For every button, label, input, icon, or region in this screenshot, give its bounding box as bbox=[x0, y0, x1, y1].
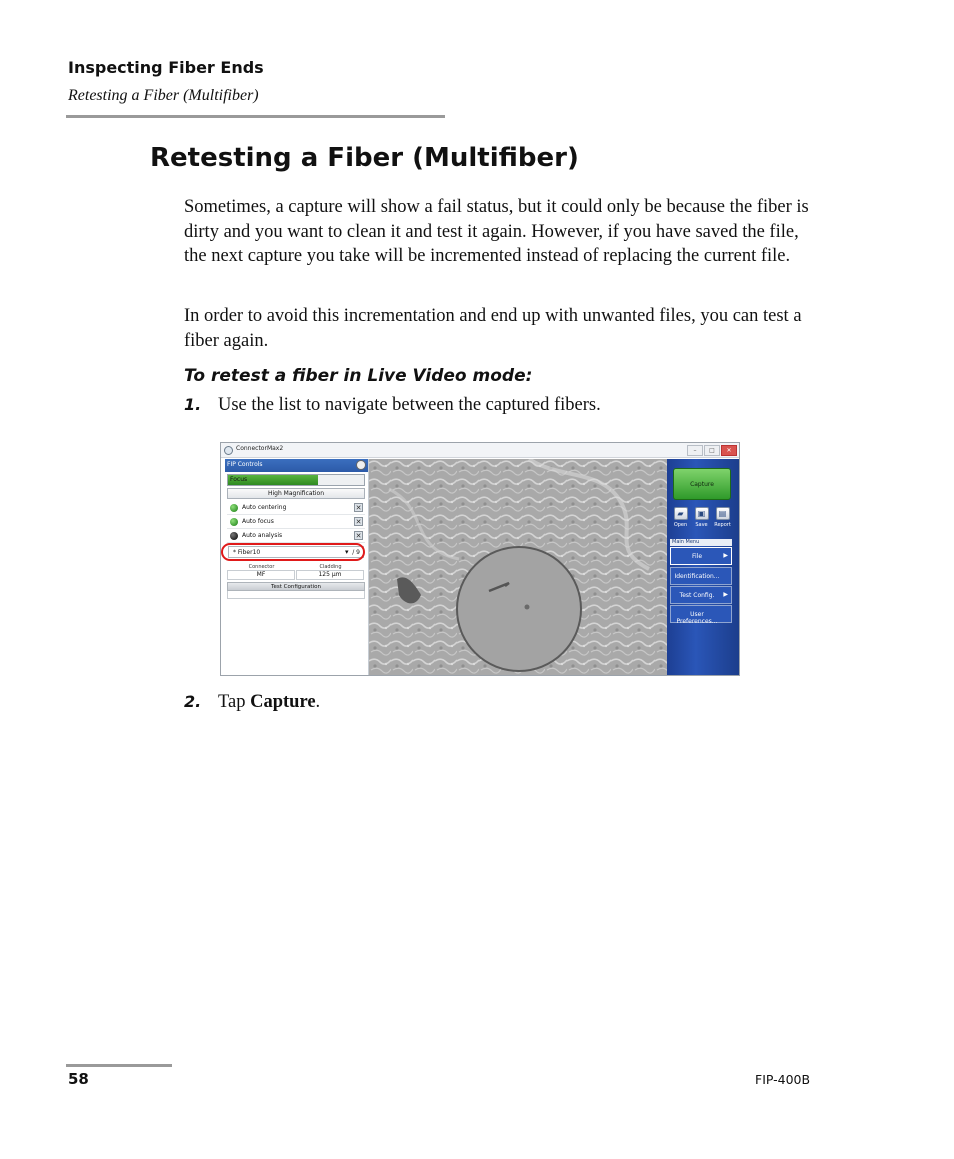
option-label: Auto focus bbox=[242, 518, 274, 525]
step-1-number: 1. bbox=[184, 395, 202, 414]
fiber-select-value: * Fiber10 bbox=[233, 549, 261, 556]
menu-item-user-preferences[interactable] bbox=[670, 605, 732, 623]
step-2-number: 2. bbox=[184, 692, 202, 711]
connectormax-screenshot bbox=[220, 442, 740, 676]
highlight-oval bbox=[221, 543, 365, 561]
report-label: Report bbox=[714, 522, 731, 528]
footer-rule bbox=[66, 1064, 172, 1067]
high-magnification-button[interactable]: High Magnification bbox=[227, 488, 365, 499]
window-titlebar bbox=[221, 443, 739, 458]
step-1 bbox=[184, 395, 601, 416]
chevron-right-icon: ▶ bbox=[723, 591, 728, 598]
option-label: Auto analysis bbox=[242, 532, 283, 539]
option-auto-analysis bbox=[227, 529, 365, 543]
save-disk-icon: ▣ bbox=[695, 507, 709, 520]
fiber-count: / 9 bbox=[352, 549, 360, 556]
step-2-text: Tap bbox=[218, 692, 251, 712]
right-toolbar bbox=[667, 459, 739, 675]
green-led-icon bbox=[230, 504, 238, 512]
window-controls bbox=[687, 445, 737, 456]
brightness-knob-icon[interactable] bbox=[356, 460, 366, 470]
option-auto-centering bbox=[227, 501, 365, 515]
step-1-text: Use the list to navigate between the captured fibers. bbox=[218, 395, 601, 415]
page-title: Retesting a Fiber (Multifiber) bbox=[150, 143, 579, 173]
capture-button[interactable]: Capture bbox=[673, 468, 731, 500]
test-configuration-header[interactable]: Test Configuration bbox=[227, 582, 365, 591]
report-button[interactable] bbox=[714, 507, 731, 528]
menu-item-label: Test Config. bbox=[679, 592, 715, 599]
toggle-checkbox[interactable]: ✕ bbox=[355, 518, 362, 526]
cladding-value: 125 µm bbox=[296, 570, 364, 580]
main-menu-header: Main Menu bbox=[670, 539, 732, 546]
toggle-checkbox[interactable]: ✕ bbox=[355, 504, 362, 512]
chevron-right-icon: ▶ bbox=[723, 552, 728, 559]
toggle-checkbox[interactable]: ✕ bbox=[355, 532, 362, 540]
focus-label: Focus bbox=[230, 476, 248, 483]
menu-item-file[interactable] bbox=[670, 547, 732, 565]
cladding-header: Cladding bbox=[319, 564, 342, 570]
file-icon-buttons bbox=[672, 507, 731, 528]
fip-controls-panel bbox=[225, 459, 369, 675]
fip-controls-header bbox=[225, 459, 368, 472]
open-label: Open bbox=[673, 522, 688, 528]
save-label: Save bbox=[695, 522, 708, 528]
menu-item-test-config[interactable] bbox=[670, 586, 732, 604]
open-folder-icon: ▰ bbox=[674, 507, 688, 520]
fiber-info-row bbox=[227, 570, 365, 580]
page-number: 58 bbox=[68, 1070, 89, 1088]
step-2-bold: Capture bbox=[250, 692, 316, 712]
focus-bar bbox=[227, 474, 365, 486]
test-configuration-body bbox=[227, 591, 365, 599]
step-2 bbox=[184, 692, 320, 713]
connector-value: MF bbox=[227, 570, 295, 580]
menu-item-label: File bbox=[691, 553, 703, 560]
window-title: ConnectorMax2 bbox=[236, 445, 284, 452]
report-icon: ▤ bbox=[716, 507, 730, 520]
step-2-end: . bbox=[315, 692, 321, 712]
running-header-section: Retesting a Fiber (Multifiber) bbox=[68, 87, 259, 104]
connector-header: Connector bbox=[248, 564, 275, 570]
document-id: FIP-400B bbox=[755, 1072, 811, 1087]
minimize-button[interactable]: – bbox=[687, 445, 703, 456]
running-header-chapter: Inspecting Fiber Ends bbox=[68, 58, 264, 77]
option-auto-focus bbox=[227, 515, 365, 529]
fip-controls-title: FIP Controls bbox=[227, 461, 263, 468]
paragraph-1: Sometimes, a capture will show a fail status, but it could only be because the fiber is dirty and you want to clean it and test it again. However, if you have saved the file, the next capture you take will be incremented instead of replacing the current file. bbox=[184, 197, 809, 266]
menu-item-label: User Preferences... bbox=[676, 611, 718, 625]
chevron-down-icon[interactable]: ▾ bbox=[345, 548, 349, 556]
fiber-core-circle bbox=[457, 547, 581, 671]
option-label: Auto centering bbox=[242, 504, 287, 511]
green-led-icon bbox=[230, 518, 238, 526]
close-button[interactable]: ✕ bbox=[721, 445, 737, 456]
menu-item-identification[interactable] bbox=[670, 567, 732, 585]
save-button[interactable] bbox=[693, 507, 710, 528]
black-led-icon bbox=[230, 532, 238, 540]
menu-item-label: Identification... bbox=[674, 573, 720, 580]
header-rule bbox=[66, 115, 445, 118]
live-video-view bbox=[369, 459, 667, 675]
maximize-button[interactable]: □ bbox=[704, 445, 720, 456]
open-button[interactable] bbox=[672, 507, 689, 528]
paragraph-2: In order to avoid this incrementation and end up with unwanted files, you can test a fiber again. bbox=[184, 306, 802, 351]
app-icon bbox=[224, 446, 233, 455]
procedure-title: To retest a fiber in Live Video mode: bbox=[184, 366, 533, 386]
